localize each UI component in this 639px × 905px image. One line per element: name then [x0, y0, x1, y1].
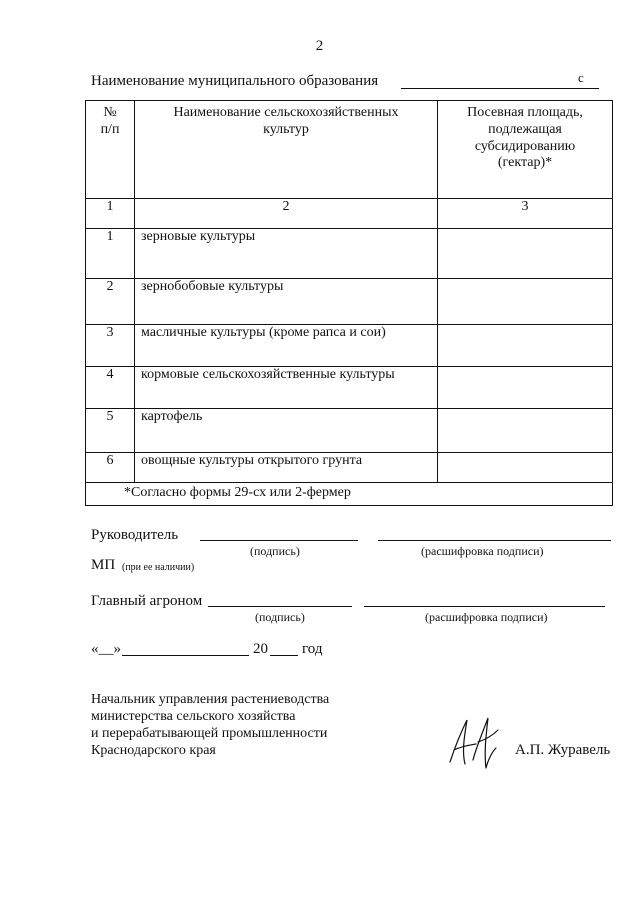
header-crop-name-line1: Наименование сельскохозяйственных	[173, 105, 399, 120]
head-sign-caption: (подпись)	[250, 544, 300, 558]
row-num: 4	[86, 367, 135, 409]
page-number: 2	[315, 38, 324, 54]
agronomist-sign-caption: (подпись)	[255, 610, 305, 624]
signatory-position-line4: Краснодарского края	[91, 743, 216, 758]
area-cell[interactable]	[438, 409, 613, 453]
agronomist-label: Главный агроном	[91, 593, 203, 609]
table-row	[86, 229, 613, 279]
agronomist-signature-line[interactable]	[208, 606, 352, 607]
row-num: 5	[86, 409, 135, 453]
row-num: 2	[86, 279, 135, 325]
stamp-label: МП	[91, 557, 116, 573]
header-area-line4: (гектар)*	[497, 155, 553, 171]
crop-name: масличные культуры (кроме рапса и сои)	[135, 325, 438, 367]
header-crop-name	[135, 101, 438, 199]
table-row	[86, 325, 613, 367]
agronomist-decode-line[interactable]	[364, 606, 605, 607]
crop-name: зернобобовые культуры	[135, 279, 438, 325]
head-signature-line[interactable]	[200, 540, 358, 541]
date-open: «__»	[91, 641, 121, 657]
crop-name: картофель	[135, 409, 438, 453]
head-decode-caption: (расшифровка подписи)	[421, 544, 544, 558]
date-month-line[interactable]	[122, 655, 249, 656]
date-year-suffix: год	[302, 641, 323, 657]
signatory-position	[91, 691, 329, 759]
stamp-note: (при ее наличии)	[122, 562, 195, 573]
header-area	[438, 101, 613, 199]
table-row	[86, 367, 613, 409]
table-row	[86, 409, 613, 453]
crop-name: зерновые культуры	[135, 229, 438, 279]
date-year-line[interactable]	[270, 655, 298, 656]
header-area-line3: субсидированию	[474, 138, 576, 154]
row-num: 3	[86, 325, 135, 367]
crops-table	[85, 100, 613, 506]
handwritten-signature	[440, 712, 510, 779]
crop-name: овощные культуры открытого грунта	[135, 453, 438, 483]
area-cell[interactable]	[438, 325, 613, 367]
date-year-prefix: 20	[253, 641, 268, 657]
table-footnote-row	[86, 483, 613, 506]
agronomist-decode-caption: (расшифровка подписи)	[425, 610, 548, 624]
signatory-name: А.П. Журавель	[515, 742, 611, 758]
table-row	[86, 453, 613, 483]
area-cell[interactable]	[438, 229, 613, 279]
table-index-row	[86, 199, 613, 229]
index-cell: 3	[438, 199, 613, 229]
header-num	[86, 101, 135, 199]
header-num-line2: п/п	[100, 121, 120, 137]
index-cell: 1	[86, 199, 135, 229]
header-area-line2: подлежащая	[488, 121, 562, 137]
municipality-label: Наименование муниципального образования	[91, 73, 379, 89]
row-num: 1	[86, 229, 135, 279]
head-label: Руководитель	[91, 527, 179, 543]
signatory-position-line1: Начальник управления растениеводства	[91, 692, 330, 707]
table-header-row	[86, 101, 613, 199]
header-crop-name-line2: культур	[263, 121, 309, 137]
header-num-line1: №	[103, 105, 117, 120]
crop-name: кормовые сельскохозяйственные культуры	[135, 367, 438, 409]
table-row	[86, 279, 613, 325]
area-cell[interactable]	[438, 367, 613, 409]
signatory-position-line2: министерства сельского хозяйства	[91, 709, 296, 724]
header-area-line1: Посевная площадь,	[467, 105, 583, 120]
area-cell[interactable]	[438, 453, 613, 483]
head-decode-line[interactable]	[378, 540, 611, 541]
signatory-position-line3: и перерабатывающей промышленности	[91, 726, 328, 741]
area-cell[interactable]	[438, 279, 613, 325]
index-cell: 2	[135, 199, 438, 229]
municipality-handwritten-mark: с	[578, 70, 584, 85]
row-num: 6	[86, 453, 135, 483]
municipality-field-line	[401, 88, 599, 89]
table-footnote: *Согласно формы 29-сх или 2-фермер	[86, 483, 613, 506]
